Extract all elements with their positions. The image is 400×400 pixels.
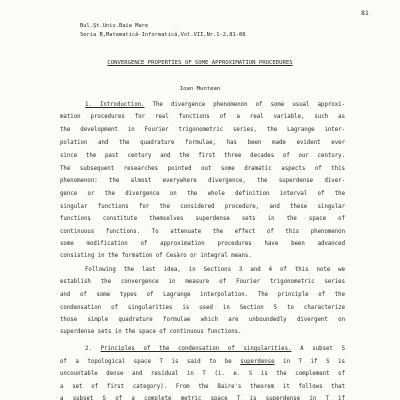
section2-line: of a topological space T is said to be superdense in T if S is xyxy=(60,359,345,365)
paragraph2-line: condensation of singularities is used in Section 5 to characterize xyxy=(60,305,345,311)
section1-line: phenomenon: the almost everywhere divergence, the superdense diver- xyxy=(60,178,345,184)
section1-line: some modification of approximation procedures have been advanced xyxy=(60,241,345,247)
paragraph2-first-line: Following the last idea, in Sections 3 and 4 of this note we xyxy=(85,267,345,273)
section1-first-line: 1. Introduction. The divergence phenomenon of some usual approxi- xyxy=(85,102,345,108)
section1-last-line: consisting in the formation of Cesàro or integral means. xyxy=(60,253,252,259)
superdense-term: superdense xyxy=(240,359,275,365)
section1-line: gence or the divergence on the whole definition interval of the xyxy=(60,191,345,197)
journal-citation-line-1: Bul.Şt.Univ.Baia Mare xyxy=(80,23,149,29)
paper-title: CONVERGENCE PROPERTIES OF SOME APPROXIMATION PROCEDURES xyxy=(107,60,293,66)
paragraph2-line: establish the convergence in measure of Fourier trigonometric series xyxy=(60,279,345,285)
paragraph2-line: and of some types of Lagrange interpolation. The principle of the xyxy=(60,292,345,298)
section1-line: mation procedures for real functions of a real variable, such as xyxy=(60,114,345,120)
section1-line: The subsequent researches pointed out some dramatic aspects of this xyxy=(60,166,345,172)
section1-line: the development in Fourier trigonometric series, the Lagrange inter- xyxy=(60,127,345,133)
section2-line: a set of first category). From the Baire's theorem it follows that xyxy=(60,384,345,390)
section1-line: singular functions for the considered procedure, and these singular xyxy=(60,204,345,210)
section1-line: polation and the quadrature formulae, has been made evident ever xyxy=(60,140,345,146)
section2-line: uncountable dense and residual in T (i. e. S is the complement of xyxy=(60,371,345,377)
page-number: 81 xyxy=(361,9,369,17)
author-name: Ioan Muntean xyxy=(179,86,221,92)
section1-line: continuous functions. To attenuate the effect of this phenomenon xyxy=(60,229,345,235)
paragraph2-last-line: superdense sets in the space of continuous functions. xyxy=(60,329,242,335)
section1-line: functions constitute themselves superdense sets in the space of xyxy=(60,216,345,222)
section2-first-line: 2. Principles of the condensation of singularities. A subset S xyxy=(85,346,345,352)
section2-line: a subset S of a complete metric space T is superdense in T if xyxy=(60,396,345,400)
paragraph2-line: those simple quadrature formulae which are unboundedly divergent on xyxy=(60,317,345,323)
section1-line: since the past century and the first three decades of our century. xyxy=(60,153,345,159)
section2-heading: Principles of the condensation of singularities. xyxy=(100,346,292,352)
journal-citation-line-2: Seria B,Matematică-Informatică,Vol.VII,Nr.1-2,81-88 xyxy=(80,32,246,38)
section2-number: 2. xyxy=(85,346,92,352)
section1-heading: 1. Introduction. xyxy=(85,102,145,108)
